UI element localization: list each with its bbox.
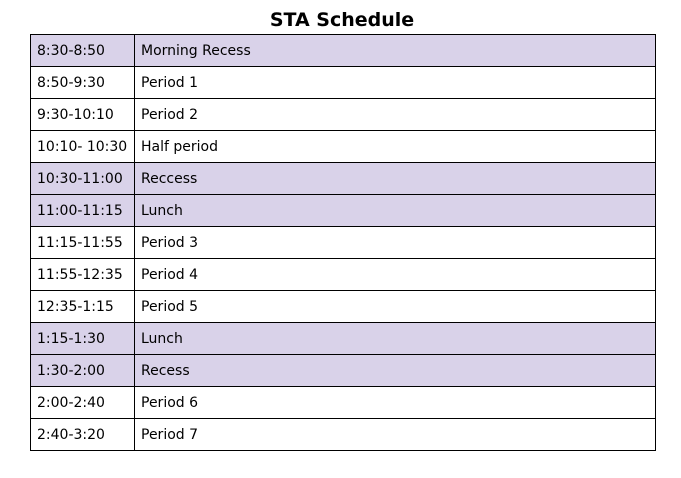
table-row [31,163,656,195]
activity-cell: Period 1 [135,67,656,99]
activity-cell: Period 4 [135,259,656,291]
table-row [31,227,656,259]
activity-cell: Morning Recess [135,35,656,67]
schedule-table [30,34,656,451]
time-cell: 11:00-11:15 [31,195,135,227]
table-row [31,131,656,163]
activity-cell: Reccess [135,163,656,195]
table-row [31,259,656,291]
table-row [31,291,656,323]
activity-cell: Lunch [135,323,656,355]
activity-cell: Period 5 [135,291,656,323]
table-row [31,67,656,99]
time-cell: 11:15-11:55 [31,227,135,259]
activity-cell: Period 7 [135,419,656,451]
activity-cell: Half period [135,131,656,163]
time-cell: 11:55-12:35 [31,259,135,291]
table-row [31,355,656,387]
page-title: STA Schedule [269,9,415,31]
time-cell: 10:10- 10:30 [31,131,135,163]
time-cell: 8:50-9:30 [31,67,135,99]
table-row [31,323,656,355]
time-cell: 2:40-3:20 [31,419,135,451]
table-row [31,35,656,67]
table-row [31,99,656,131]
schedule-table-body [31,35,656,451]
time-cell: 10:30-11:00 [31,163,135,195]
activity-cell: Lunch [135,195,656,227]
time-cell: 8:30-8:50 [31,35,135,67]
activity-cell: Period 2 [135,99,656,131]
time-cell: 12:35-1:15 [31,291,135,323]
activity-cell: Period 3 [135,227,656,259]
table-row [31,195,656,227]
activity-cell: Recess [135,355,656,387]
time-cell: 2:00-2:40 [31,387,135,419]
time-cell: 1:15-1:30 [31,323,135,355]
time-cell: 1:30-2:00 [31,355,135,387]
table-row [31,419,656,451]
activity-cell: Period 6 [135,387,656,419]
table-row [31,387,656,419]
time-cell: 9:30-10:10 [31,99,135,131]
